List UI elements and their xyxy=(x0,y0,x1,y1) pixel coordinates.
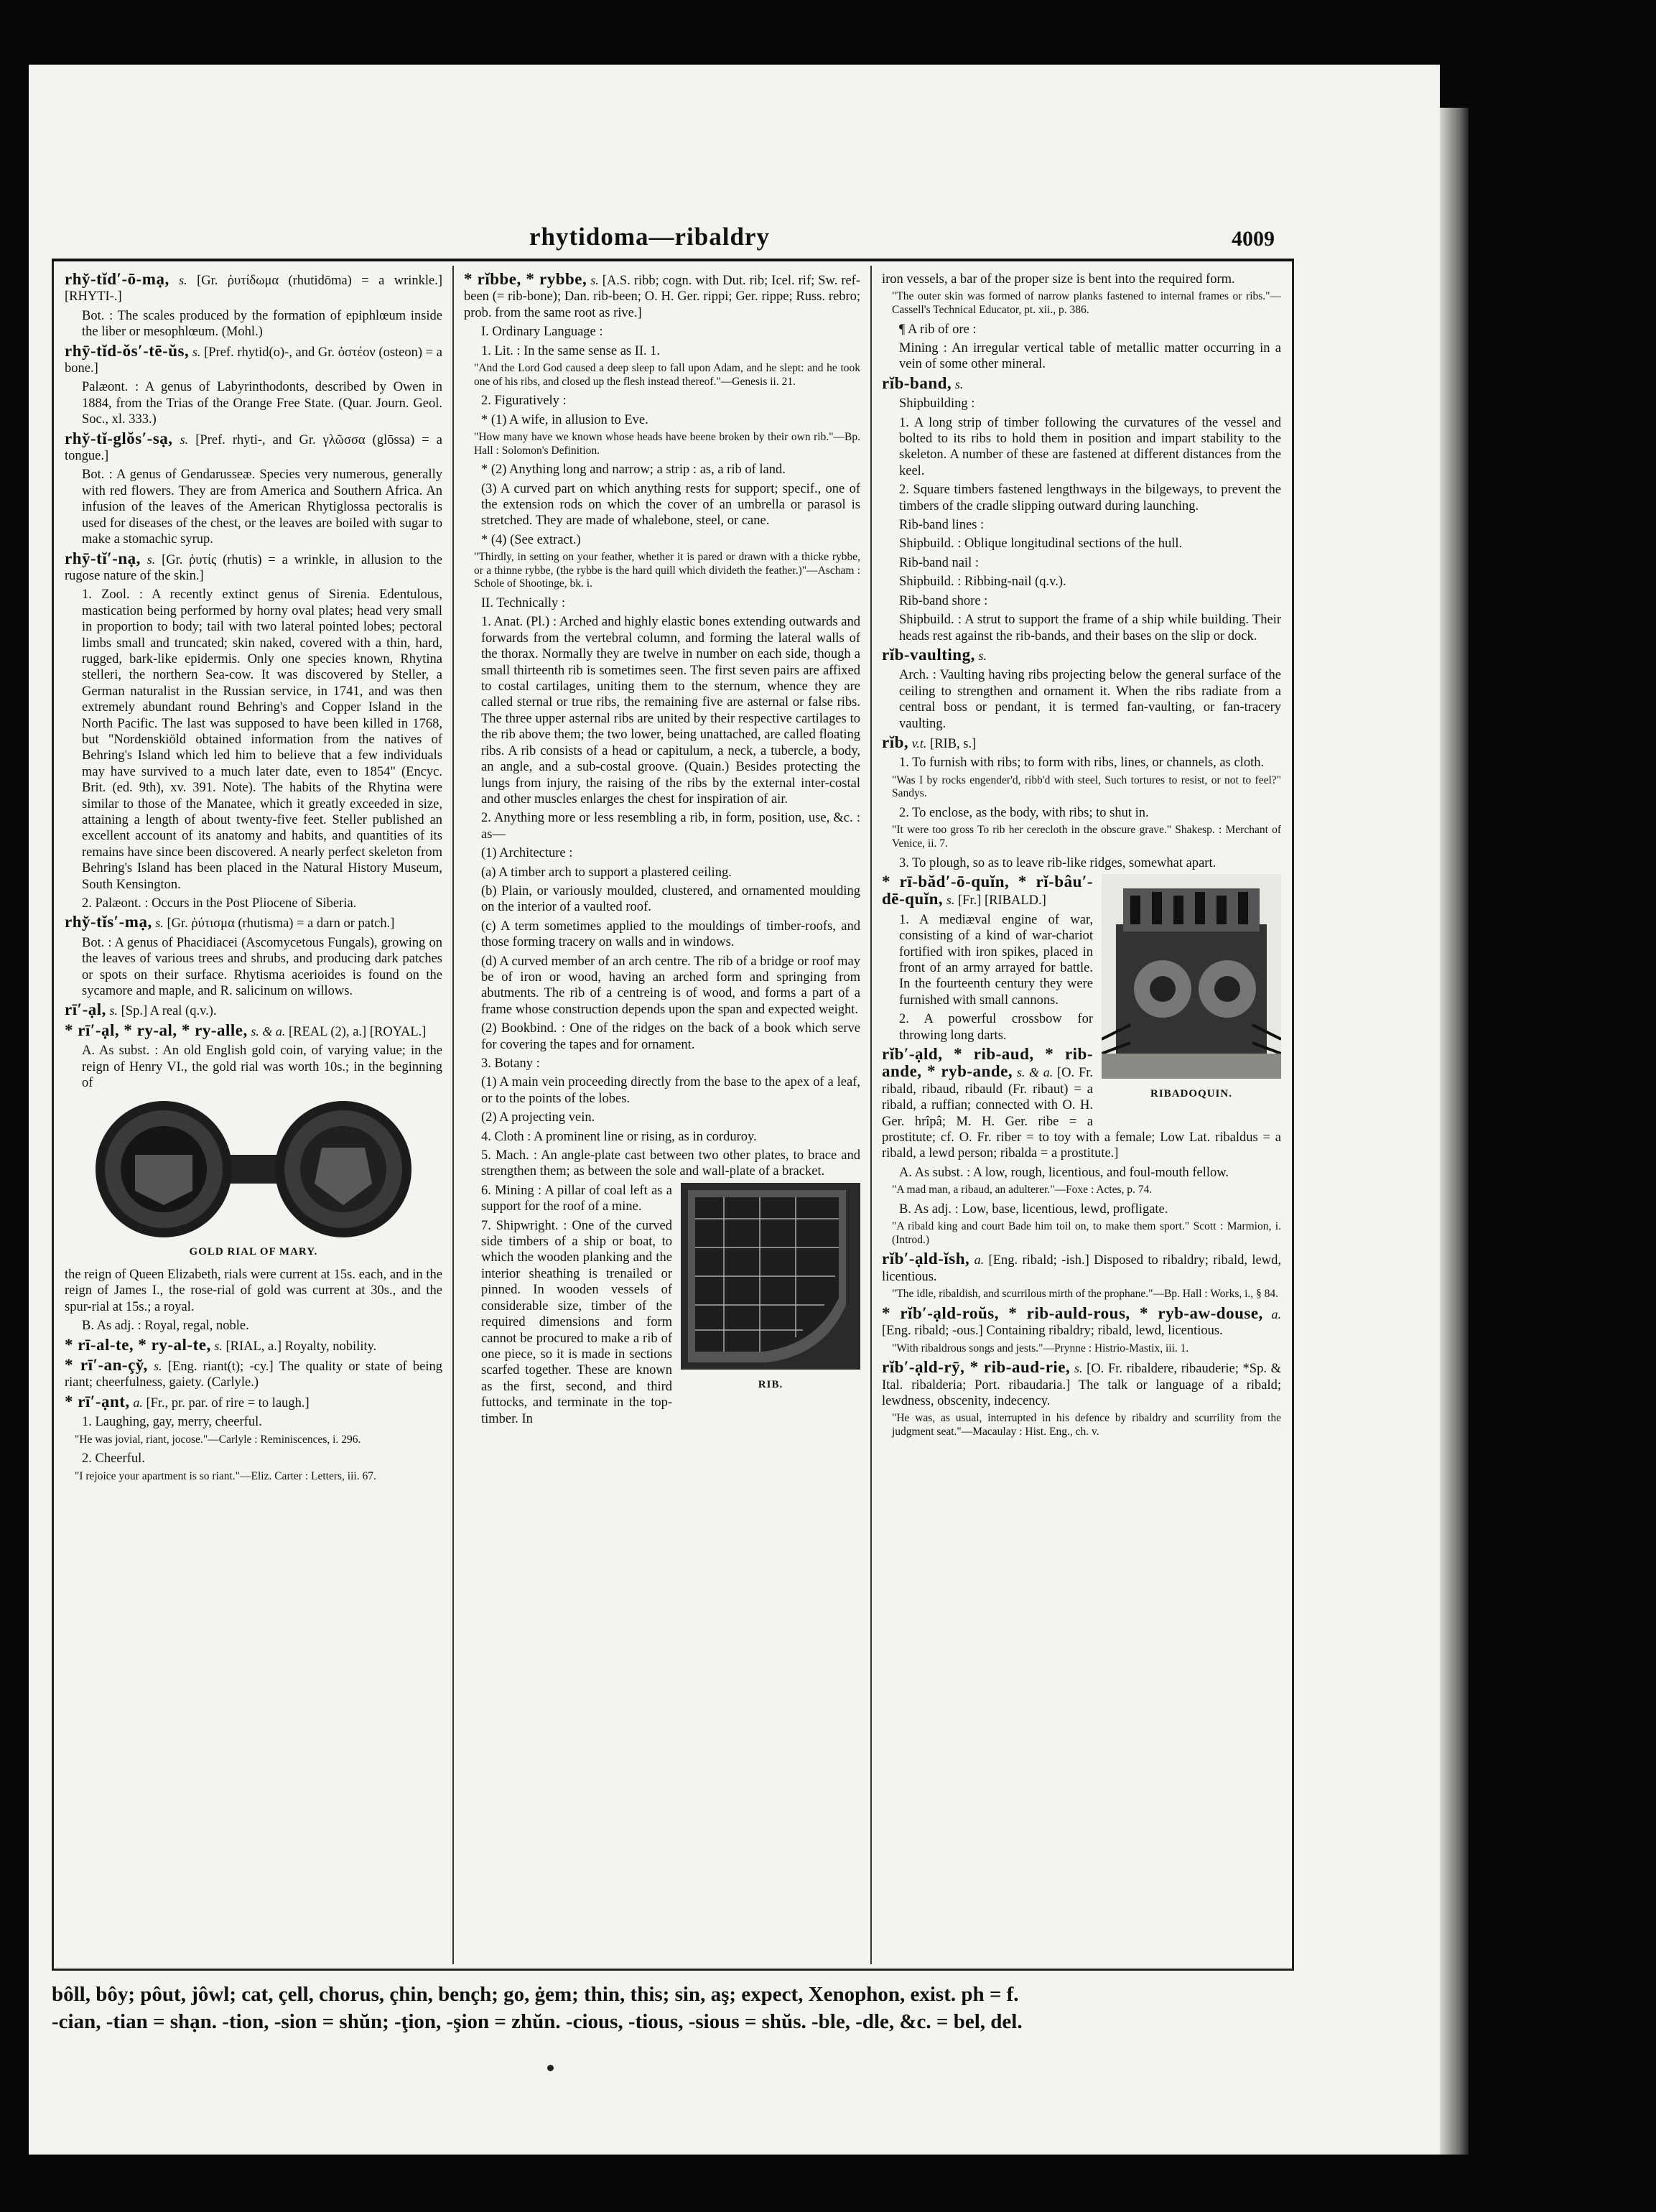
entry-definition: [Eng. ribald; -ish.] Disposed to ribaldry; ribald, lewd, licentious. xyxy=(882,1253,1281,1284)
entry-part-of-speech: s. xyxy=(978,648,987,663)
dictionary-entry xyxy=(882,1251,1281,1285)
pronunciation-key xyxy=(52,1981,1294,2035)
definition-text: Shipbuild. : Oblique longitudinal sections of the hull. xyxy=(899,536,1183,552)
citation-quote: "Thirdly, in setting on your feather, whether it is pared or drawn with a thicke rybbe, or a thinne rybbe, (the rybbe is the hard quill which divideth the feather.)"—Ascham : Schole of Shootinge, bk. i. xyxy=(474,551,860,590)
definition-text: (b) Plain, or variously moulded, clustered, and ornamented moulding on the interior of a vaulted roof. xyxy=(481,883,860,915)
definition-text: 2. To enclose, as the body, with ribs; to shut in. xyxy=(899,805,1149,820)
definition-text: (2) Bookbind. : One of the ridges on the back of a book which serve for covering the tapes and for ornament. xyxy=(481,1021,860,1052)
definition-text: 2. Cheerful. xyxy=(82,1451,145,1467)
definition-text: * (4) (See extract.) xyxy=(481,532,581,547)
entry-part-of-speech: s. xyxy=(590,273,599,287)
dictionary-entry xyxy=(65,343,442,377)
definition-text: Palæont. : A genus of Labyrinthodonts, described by Owen in 1884, from the Trias of the Orange Free State. (Quar. Journ. Geol. Soc., xl. 333.) xyxy=(82,380,442,427)
page-number: 4009 xyxy=(1232,227,1275,251)
entry-headword: rĭb′-ạld, * rib-aud, * rib-ande, * ryb-ande, xyxy=(882,1045,1093,1081)
citation-quote: "A ribald king and court Bade him toil on, to make them sport." Scott : Marmion, i. (Introd.) xyxy=(892,1220,1281,1246)
definition-text: (a) A timber arch to support a plastered ceiling. xyxy=(481,865,732,880)
definition-text: 2. A powerful crossbow for throwing long darts. xyxy=(899,1012,1093,1043)
entry-headword: * rĭb′-ạld-roŭs, * rib-auld-rous, * ryb-aw-douse, xyxy=(882,1304,1263,1322)
running-title: rhytidoma—ribaldry xyxy=(529,223,770,251)
entry-definition: [Pref. rhyti-, and Gr. γλῶσσα (glōssa) = a tongue.] xyxy=(65,432,442,464)
definition-text: Rib-band shore : xyxy=(899,593,988,608)
entry-headword: * rī-băd′-ō-quĭn, * rĭ-bâu′-dē-quĭn, xyxy=(882,872,1093,908)
entry-part-of-speech: v.t. xyxy=(911,735,927,750)
definition-text: 2. Palæont. : Occurs in the Post Pliocene of Siberia. xyxy=(82,896,357,911)
definition-text: * (1) A wife, in allusion to Eve. xyxy=(481,412,648,427)
definition-text: Arch. : Vaulting having ribs projecting below the general surface of the ceiling to strengthen and ornament it. When the ribs radiate from a central boss or pendant, it is termed fan-vaulting, or fan-tracery vaulting. xyxy=(899,668,1281,731)
dictionary-entry xyxy=(65,1337,442,1354)
entry-part-of-speech: s. & a. xyxy=(1016,1065,1053,1080)
column-rule-2 xyxy=(870,266,872,1964)
entry-headword: * rī′-ạl, * ry-al, * ry-alle, xyxy=(65,1021,248,1039)
entry-headword: rhȳ-tĭ′-nạ, xyxy=(65,549,141,567)
definition-text: 4. Cloth : A prominent line or rising, as in corduroy. xyxy=(481,1129,757,1144)
definition-text: 3. Botany : xyxy=(481,1056,540,1071)
definition-text: Shipbuilding : xyxy=(899,396,975,412)
citation-quote: "He was, as usual, interrupted in his defence by ribaldry and scurrility from the judgment seat."—Macaulay : Hist. Eng., ch. v. xyxy=(892,1412,1281,1439)
dictionary-entry xyxy=(65,914,442,931)
entry-headword: rĭb′-ạld-rȳ, * rib-aud-rie, xyxy=(882,1358,1071,1377)
definition-text: 2. Square timbers fastened lengthways in the bilgeways, to prevent the timbers of the cradle slipping outward during launching. xyxy=(899,483,1281,514)
definition-text: 1. Anat. (Pl.) : Arched and highly elastic bones extending outwards and forwards from the vertebral column, and forming the lateral walls of the thorax. Normally they are twelve in number on each side, though a small thirteenth rib is sometimes seen. The first seven pairs are affixed to costal cartilages, uniting them to the sternum, whence they are called sternal or true ribs, the remaining five are asternal or false ribs. The three upper asternal ribs are united by their respective cartilages to the rib above them; the two lower, being unattached, are called floating ribs. A rib consists of a head or capitulum, a neck, a tubercle, a body, an angle, and a sub-costal groove. (Quain.) Besides protecting the lungs from injury, the raising of the ribs by the external inter-costal and other muscles enlarges the chest for inspiration of air. xyxy=(481,615,860,807)
entry-definition: [A.S. ribb; cogn. with Dut. rib; Icel. rif; Sw. ref-been (= rib-bone); Dan. rib-been; O. H. Ger. rippi; Ger. rippe; Russ. rebro; prob. from the same root as rive.] xyxy=(464,274,860,320)
definition-text: B. As adj. : Royal, regal, noble. xyxy=(82,1319,249,1334)
entry-definition: [O. Fr. ribald, ribaud, ribauld (Fr. ribaut) = a ribald, a ruffian; connected with O. H. Ger. hrîpâ; M. H. Ger. ribe = a prostitute; cf. O. Fr. riber = to toy with a female; Low Lat. ribaldus = a ribald, a lewd person; ribalda = a prostitute.] xyxy=(882,1066,1281,1161)
definition-text: (d) A curved member of an arch centre. The rib of a bridge or roof may be of iron or wood, having an arched form and springing from abutments. The rib of a centreing is of wood, and forms a part of a frame whose construction depends upon the span and expected weight. xyxy=(481,954,860,1017)
definition-text: (1) Architecture : xyxy=(481,846,573,861)
dictionary-entry xyxy=(882,647,1281,664)
entry-headword: rĭb-vaulting, xyxy=(882,645,975,664)
definition-text: B. As adj. : Low, base, licentious, lewd, profligate. xyxy=(899,1202,1168,1217)
entry-definition: [Gr. ῥυτίς (rhutis) = a wrinkle, in allusion to the rugose nature of the skin.] xyxy=(65,552,442,583)
entry-headword: * rī′-ạnt, xyxy=(65,1392,130,1411)
entry-definition: [REAL (2), a.] [ROYAL.] xyxy=(289,1024,427,1039)
citation-quote: "And the Lord God caused a deep sleep to fall upon Adam, and he slept: and he took one of his ribs, and closed up the flesh instead thereof."—Genesis ii. 21. xyxy=(474,362,860,388)
definition-text: 2. Anything more or less resembling a rib, in form, position, use, &c. : as— xyxy=(481,811,860,842)
entry-headword: * rī-al-te, * ry-al-te, xyxy=(65,1335,211,1354)
citation-quote: "Was I by rocks engender'd, ribb'd with steel, Such tortures to resist, or not to feel?" Sandys. xyxy=(892,773,1281,800)
definition-text: * (2) Anything long and narrow; a strip : as, a rib of land. xyxy=(481,463,786,478)
entry-definition: [Fr.] [RIBALD.] xyxy=(957,893,1046,908)
dictionary-entry xyxy=(65,1002,442,1019)
figure-caption: RIB. xyxy=(758,1379,783,1391)
entry-definition: [Gr. ῥύτισμα (rhutisma) = a darn or patch.] xyxy=(167,916,395,931)
definition-text: 1. A long strip of timber following the curvatures of the vessel and bolted to its ribs to hold them in position and impart stability to the skeleton. A number of these are fastened at different distances from the keel. xyxy=(899,415,1281,478)
entry-part-of-speech: a. xyxy=(974,1253,985,1268)
definition-text: 3. To plough, so as to leave rib-like ridges, somewhat apart. xyxy=(899,855,1217,870)
definition-text: 6. Mining : A pillar of coal left as a support for the roof of a mine. xyxy=(481,1183,672,1214)
entry-part-of-speech: s. xyxy=(946,893,955,908)
entry-definition: [Sp.] A real (q.v.). xyxy=(121,1004,217,1019)
definition-text: Mining : An irregular vertical table of metallic matter occurring in a vein of some other mineral. xyxy=(899,341,1281,372)
definition-text: Rib-band nail : xyxy=(899,555,979,570)
entry-part-of-speech: s. xyxy=(1074,1361,1083,1376)
entry-headword: * rĭbbe, * rybbe, xyxy=(464,271,587,288)
dictionary-entry xyxy=(882,373,1281,393)
dictionary-entry xyxy=(464,271,860,321)
definition-text: 5. Mach. : An angle-plate cast between two other plates, to brace and strengthen them; as between the sole and wall-plate of a bracket. xyxy=(481,1148,860,1179)
entry-definition: [RIB, s.] xyxy=(930,736,977,751)
pronunciation-key-line-1: bôll, bôy; pôut, jôwl; cat, çell, chorus, çhin, bençh; go, ġem; thin, this; sin, aş; expect, Xenophon, exist. ph = f. xyxy=(52,1983,1019,2006)
entry-part-of-speech: s. xyxy=(192,344,201,359)
figure-caption: GOLD RIAL OF MARY. xyxy=(189,1245,318,1258)
entry-part-of-speech: a. xyxy=(1271,1306,1281,1321)
entry-headword: rĭb′-ạld-ĭsh, xyxy=(882,1250,970,1268)
dictionary-entry xyxy=(65,1023,442,1040)
definition-text: Rib-band lines : xyxy=(899,518,985,533)
definition-text: ¶ A rib of ore : xyxy=(899,322,977,337)
column-rule-1 xyxy=(452,266,454,1964)
definition-text: Shipbuild. : Ribbing-nail (q.v.). xyxy=(899,575,1066,590)
dictionary-entry xyxy=(882,735,1281,752)
entry-headword: rĭb, xyxy=(882,733,909,751)
figure xyxy=(681,1183,860,1400)
entry-headword: rhy̆-tĭd′-ō-mạ, xyxy=(65,271,169,288)
entry-headword: * rī′-an-çy̆, xyxy=(65,1355,148,1374)
definition-text: A. As subst. : A low, rough, licentious, and foul-mouth fellow. xyxy=(899,1165,1229,1180)
entry-headword: rhȳ-tĭd-ŏs′-tē-ŭs, xyxy=(65,341,190,360)
entry-definition: [Gr. ῥυτίδωμα (rhutidōma) = a wrinkle.] [RHYTI-.] xyxy=(65,274,442,305)
column-3 xyxy=(882,271,1281,1966)
entry-headword: rhy̆-tĭ-glŏs′-sạ, xyxy=(65,429,173,447)
citation-quote: "A mad man, a ribaud, an adulterer."—Foxe : Actes, p. 74. xyxy=(892,1184,1153,1196)
entry-part-of-speech: s. & a. xyxy=(251,1023,286,1038)
entry-part-of-speech: a. xyxy=(133,1395,143,1410)
entry-definition: [Eng. ribald; -ous.] Containing ribaldry; ribald, lewd, licentious. xyxy=(882,1324,1223,1339)
definition-text: Shipbuild. : A strut to support the frame of a ship while building. Their heads rest against the rib-bands, and their bases on the slip or dock. xyxy=(899,613,1281,643)
dictionary-entry xyxy=(65,1357,442,1391)
entry-part-of-speech: s. xyxy=(954,376,964,391)
definition-text: II. Technically : xyxy=(481,596,566,611)
column-2 xyxy=(464,271,860,1966)
entry-part-of-speech: s. xyxy=(154,1358,162,1373)
entry-part-of-speech: s. xyxy=(109,1003,118,1018)
entry-headword: rhy̆-tĭs′-mạ, xyxy=(65,913,152,931)
definition-text: I. Ordinary Language : xyxy=(481,325,603,340)
dictionary-entry xyxy=(65,431,442,465)
entry-definition: [Pref. rhytid(o)-, and Gr. ὀστέον (osteon) = a bone.] xyxy=(65,345,442,376)
rib-ship-section-illustration xyxy=(681,1183,860,1370)
definition-text: 1. To furnish with ribs; to form with ribs, lines, or channels, as cloth. xyxy=(899,756,1265,771)
definition-text: (2) A projecting vein. xyxy=(481,1110,595,1125)
citation-quote: "How many have we known whose heads have beene broken by their own rib."—Bp. Hall : Solomon's Definition. xyxy=(474,431,860,457)
dictionary-entry xyxy=(65,271,442,305)
entry-part-of-speech: s. xyxy=(146,552,156,567)
definition-text: (c) A term sometimes applied to the mouldings of timber-roofs, and those forming tracery on walls and in windows. xyxy=(481,919,860,950)
pronunciation-key-line-2: -cian, -tian = shạn. -tion, -sion = shŭn; -ţion, -şion = zhŭn. -cious, -tious, -sious = shŭs. -ble, -dle, &c. = bel, del. xyxy=(52,2010,1023,2033)
gold-rial-coin-illustration xyxy=(85,1097,422,1241)
entry-part-of-speech: s. xyxy=(155,916,164,931)
definition-text: 1. Lit. : In the same sense as II. 1. xyxy=(481,343,661,358)
figure xyxy=(1102,874,1281,1110)
definition-text: Bot. : The scales produced by the formation of epiphlœum inside the liber or mesophlœum. (Mohl.) xyxy=(82,308,442,340)
definition-text: Bot. : A genus of Phacidiacei (Ascomycetous Fungals), growing on the leaves of various trees and shrubs, and producing dark patches or spots on their surface. Rhytisma acerioides is found on the sycamore and maple, and R. salicinum on willows. xyxy=(82,935,442,999)
page-header xyxy=(52,223,1275,260)
figure xyxy=(65,1097,442,1260)
column-1 xyxy=(65,271,442,1966)
citation-quote: "With ribaldrous songs and jests."—Prynne : Histrio-Mastix, iii. 1. xyxy=(892,1342,1189,1354)
entry-definition: [O. Fr. ribaldere, ribauderie; *Sp. & Ital. ribalderia; Port. ribaudaria.] The talk or language of a ribald; lewdness, obscenity, indecency. xyxy=(882,1362,1281,1409)
definition-text: 1. A mediæval engine of war, consisting of a kind of war-chariot fortified with iron spikes, placed in front of an army arrayed for battle. In the fourteenth century they were furnished with small cannons. xyxy=(899,912,1093,1008)
citation-quote: "The idle, ribaldish, and scurrilous mirth of the prophane."—Bp. Hall : Works, i., § 84. xyxy=(892,1288,1279,1301)
citation-quote: "The outer skin was formed of narrow planks fastened to internal frames or ribs."—Cassell's Technical Educator, pt. xii., p. 386. xyxy=(892,290,1281,316)
entry-headword: rī′-ạl, xyxy=(65,1000,106,1019)
entry-definition: [Fr., pr. par. of rire = to laugh.] xyxy=(146,1395,310,1411)
citation-quote: "He was jovial, riant, jocose."—Carlyle : Reminiscences, i. 296. xyxy=(75,1433,361,1446)
scan-speck xyxy=(547,2065,554,2071)
citation-quote: "It were too gross To rib her cerecloth in the obscure grave." Shakesp. : Merchant of Venice, ii. 7. xyxy=(892,824,1281,850)
definition-text: (3) A curved part on which anything rests for support; specif., one of the extension rods on which the cover of an umbrella or parasol is stretched. They are made of whalebone, steel, or cane. xyxy=(481,481,860,529)
dictionary-entry xyxy=(65,1394,442,1411)
definition-text: 1. Laughing, gay, merry, cheerful. xyxy=(82,1415,262,1430)
definition-text: A. As subst. : An old English gold coin, of varying value; in the reign of Henry VI., the gold rial was worth 10s.; in the beginning of xyxy=(82,1044,442,1091)
definition-text: iron vessels, a bar of the proper size is bent into the required form. xyxy=(882,272,1235,287)
ribadoquin-war-chariot-illustration xyxy=(1102,874,1281,1079)
definition-text: 1. Zool. : A recently extinct genus of Sirenia. Edentulous, mastication being performed by horny oval plates; head very small in proportion to body; tail with two lateral pointed lobes; pectoral limbs small and truncated; skin naked, covered with a thin, hard, rugged, bark-like epidermis. Only one species known, Rhytina stelleri, the northern Sea-cow. It was discovered by Steller, a German naturalist in the Russian service, in 1741, and was then extremely abundant round Behring's and Copper Island in the North Pacific. The last was supposed to have been killed in 1768, but "Nordenskiöld obtained information from the natives of Behring's Island which led him to believe that a few individuals may have survived to a much later date, even to 1854" (Encyc. Brit. (ed. 9th), xv. 391. Note). The habits of the Rhytina were similar to those of the Manatee, which it greatly exceeded in size, attaining a length of about twenty-five feet. Steller published an excellent account of its anatomy and habits, and quantities of its remains have since been discovered. A nearly perfect skeleton from Behring's Island has been placed in the Natural History Museum, South Kensington. xyxy=(82,587,442,892)
definition-text: 7. Shipwright. : One of the curved side timbers of a ship or boat, to which the wooden planking and the interior sheathing is trenailed or pinned. In wooden vessels of considerable size, timber of the required dimensions and form cannot be procured to make a rib of one piece, so it is made in sections scarfed together. These are known as the first, second, and third futtocks, and terminate in the top-timber. In xyxy=(481,1218,672,1426)
entry-part-of-speech: s. xyxy=(214,1338,223,1353)
entry-headword: rĭb-band, xyxy=(882,373,952,392)
dictionary-entry xyxy=(65,551,442,585)
dictionary-entry xyxy=(882,1306,1281,1339)
definition-text: the reign of Queen Elizabeth, rials were current at 15s. each, and in the reign of James I., the rose-rial of gold was current at 30s., and the spur-rial at 15s.; a royal. xyxy=(65,1267,442,1314)
definition-text: 2. Figuratively : xyxy=(481,394,567,409)
figure-caption: RIBADOQUIN. xyxy=(1150,1088,1232,1100)
entry-definition: [Eng. riant(t); -cy.] The quality or state of being riant; cheerfulness, gaiety. (Carlyle.) xyxy=(65,1359,442,1390)
definition-text: (1) A main vein proceeding directly from the base to the apex of a leaf, or to the points of the lobes. xyxy=(481,1075,860,1106)
page-edge-shadow xyxy=(1440,108,1469,2155)
citation-quote: "I rejoice your apartment is so riant."—Eliz. Carter : Letters, iii. 67. xyxy=(75,1469,376,1482)
entry-part-of-speech: s. xyxy=(179,273,187,287)
entry-part-of-speech: s. xyxy=(180,432,189,447)
dictionary-entry xyxy=(882,1360,1281,1409)
entry-definition: [RIAL, a.] Royalty, nobility. xyxy=(225,1339,377,1354)
definition-text: Bot. : A genus of Gendarusseæ. Species very numerous, generally with red flowers. They are from America and Southern Africa. An infusion of the leaves of the American Rhytiglossa pectoralis is used for diseases of the chest, or the leaves are boiled with sugar to make a stomachic syrup. xyxy=(82,468,442,547)
